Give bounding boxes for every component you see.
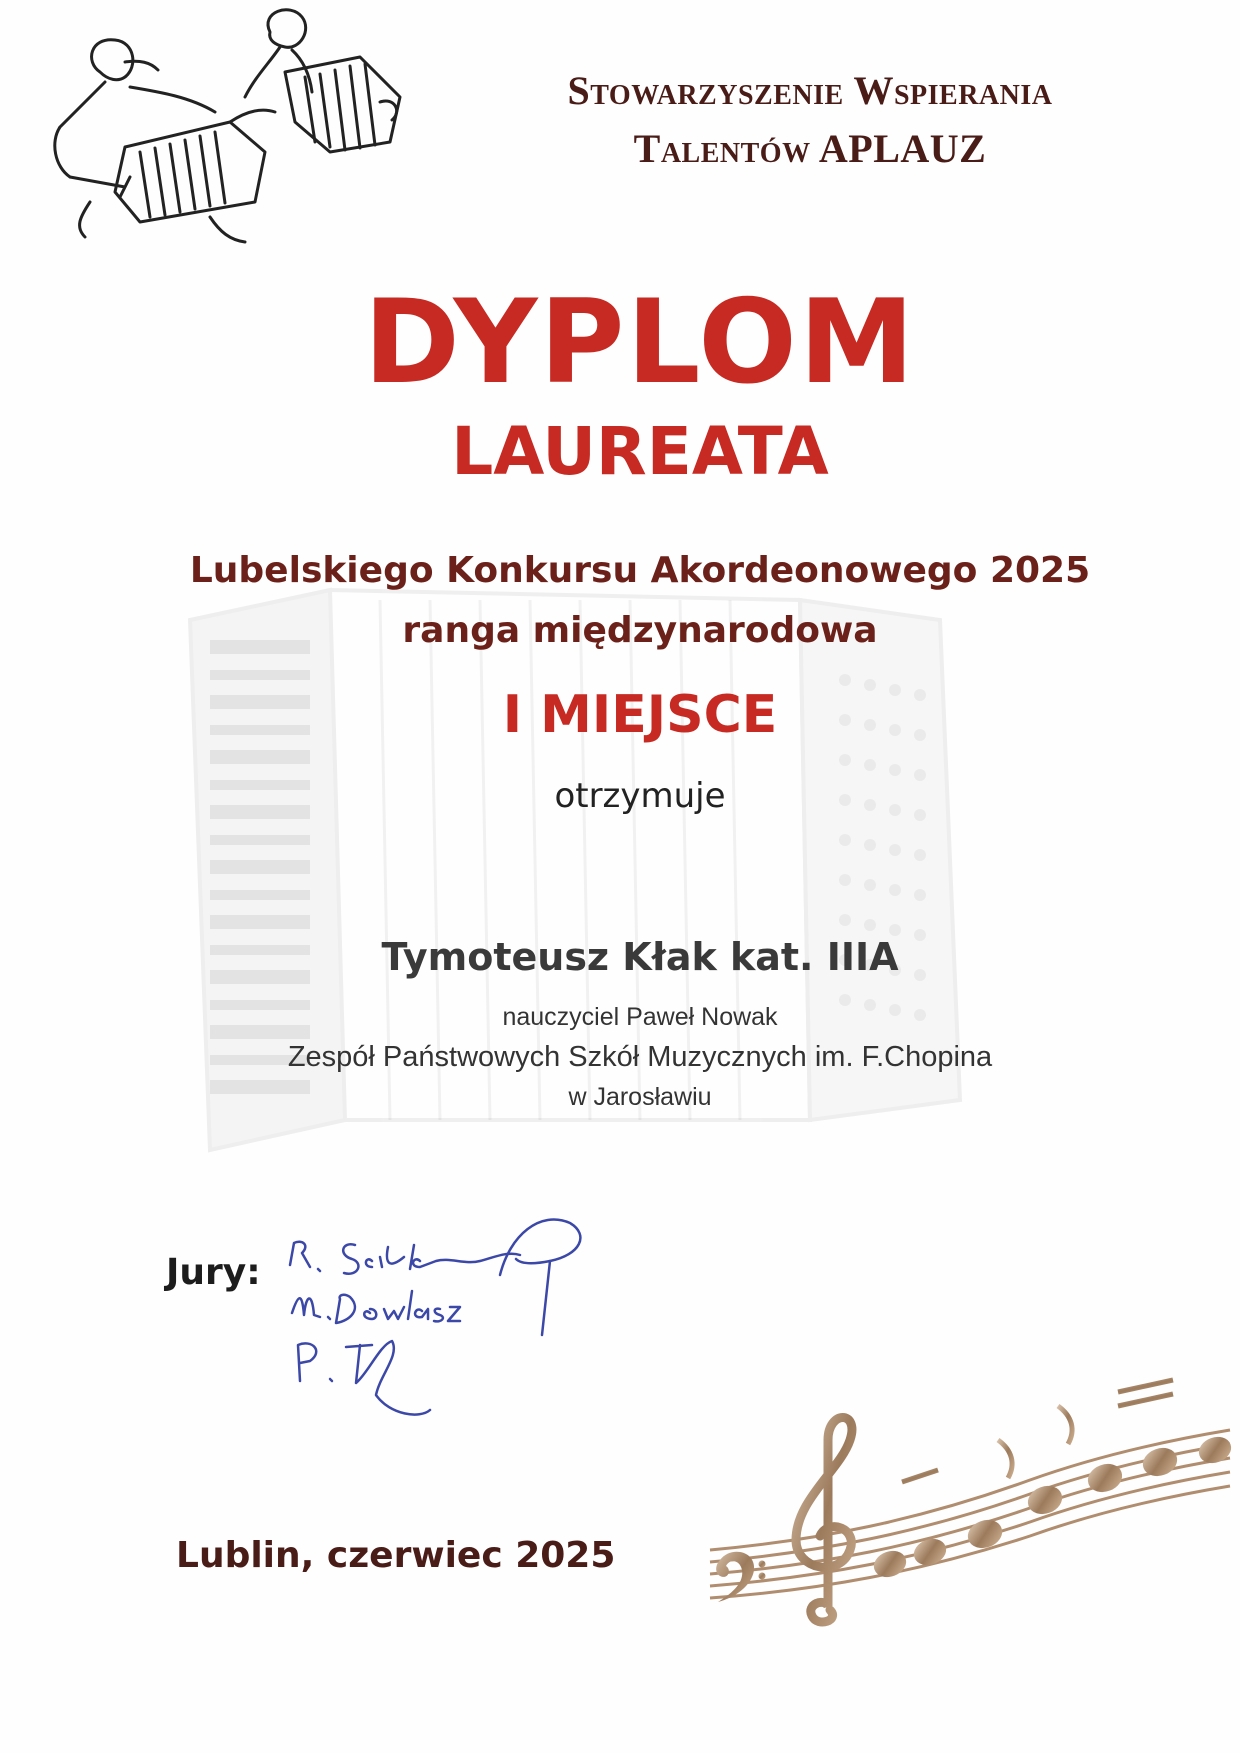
receives-text: otrzymuje xyxy=(554,776,726,816)
signature-1 xyxy=(290,1242,320,1271)
music-staff-notes-icon xyxy=(700,1370,1240,1630)
diploma-title: DYPLOM xyxy=(363,275,917,410)
organization-name xyxy=(440,62,1180,178)
diploma-subtitle: LAUREATA xyxy=(451,413,829,490)
signature-3 xyxy=(298,1343,332,1381)
place-and-date: Lublin, czerwiec 2025 xyxy=(176,1535,616,1576)
competition-rank: ranga międzynarodowa xyxy=(402,610,878,651)
signature-2 xyxy=(292,1298,330,1319)
jury-label: Jury: xyxy=(166,1252,261,1293)
school-name: Zespół Państwowych Szkół Muzycznych im. F.Chopina xyxy=(287,1041,993,1073)
laureate-name: Tymoteusz Kłak kat. IIIA xyxy=(381,935,899,979)
teacher-name: nauczyciel Paweł Nowak xyxy=(502,1003,778,1031)
organization-name-line2: Talentów APLAUZ xyxy=(633,126,987,171)
accordion-players-drawing-icon xyxy=(30,2,410,252)
place-award: I MIEJSCE xyxy=(502,685,778,745)
school-city: w Jarosławiu xyxy=(568,1083,712,1111)
competition-name: Lubelskiego Konkursu Akordeonowego 2025 xyxy=(189,550,1091,591)
organization-name-line1: Stowarzyszenie Wspierania xyxy=(567,68,1053,113)
jury-signatures xyxy=(280,1195,620,1425)
